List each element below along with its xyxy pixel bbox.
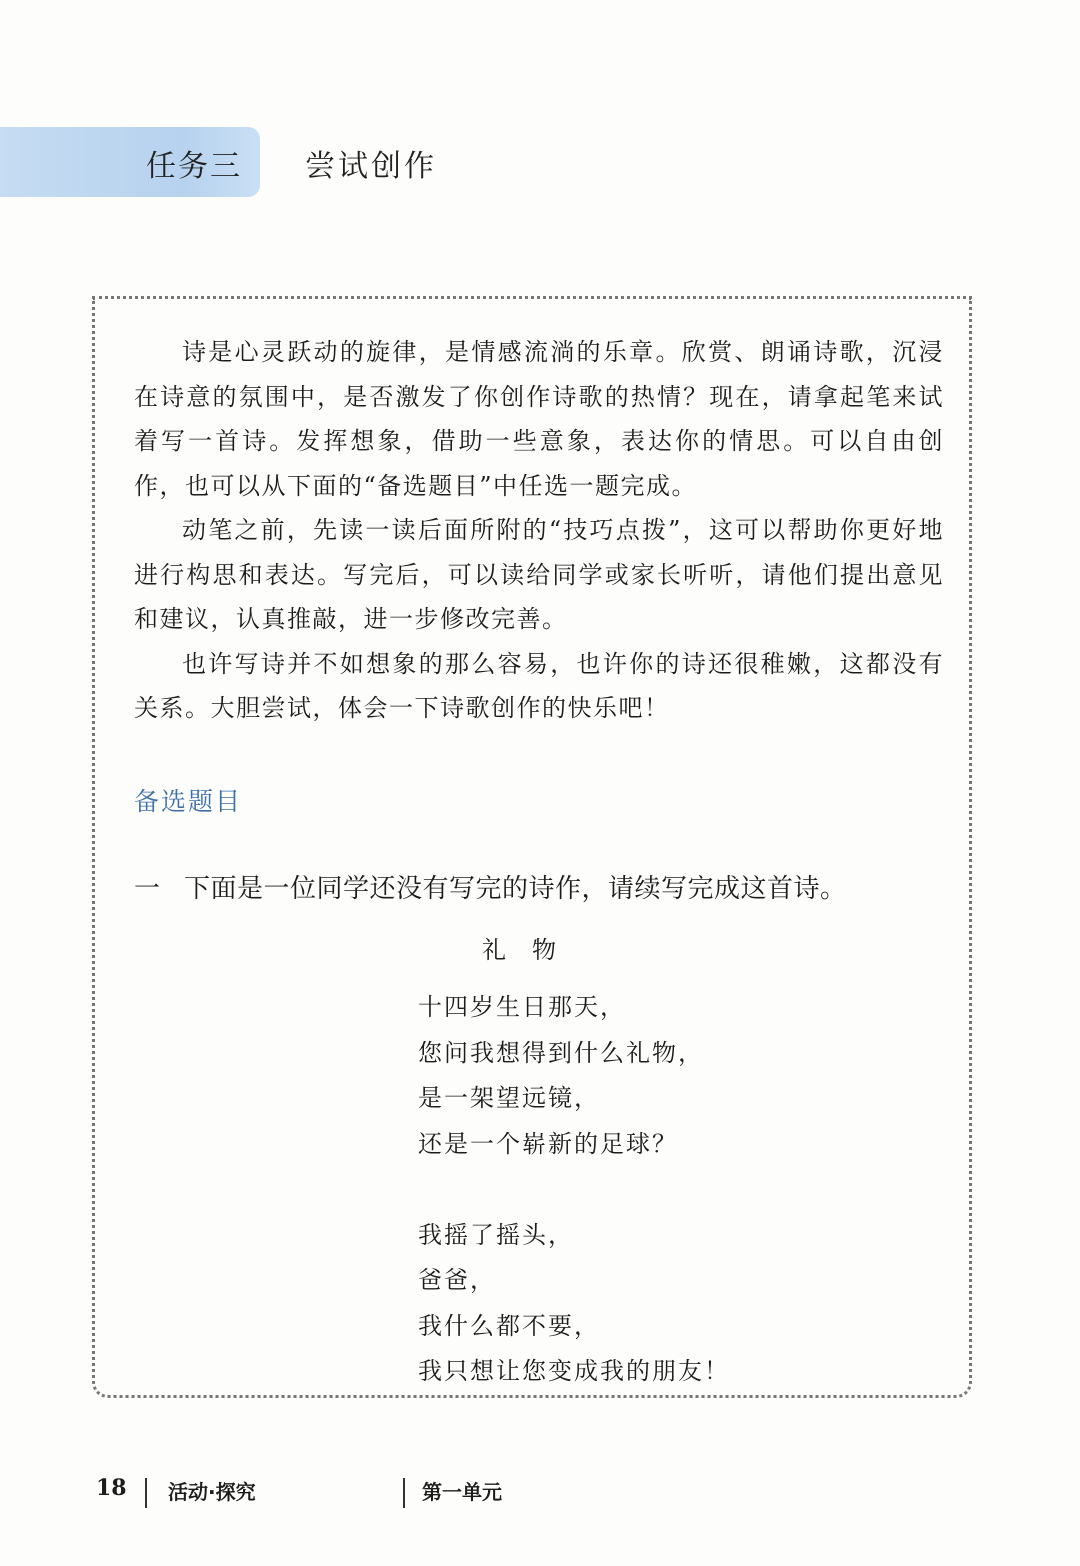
page-number: 18: [96, 1475, 127, 1501]
poem-line: 我什么都不要，: [418, 1311, 600, 1340]
poem-line: 是一架望远镜，: [418, 1084, 600, 1112]
poem-line: 十四岁生日那天，: [418, 993, 626, 1021]
footer-divider: [145, 1478, 147, 1508]
task-title: 尝试创作: [305, 149, 437, 184]
poem-line: 爸爸，: [418, 1266, 496, 1294]
poem-line: 我只想让您变成我的朋友！: [418, 1357, 730, 1385]
poem-line: 您问我想得到什么礼物，: [418, 1038, 704, 1067]
poem-title: 礼物: [482, 936, 582, 964]
section-heading: 备选题目: [134, 787, 243, 816]
poem-line: 我摇了摇头，: [418, 1220, 574, 1249]
footer-unit: 第一单元: [422, 1480, 502, 1504]
intro-paragraph-1: 诗是心灵跃动的旋律，是情感流淌的乐章。欣赏、朗诵诗歌，沉浸在诗意的氛围中，是否激发了你创作诗歌的热情？现在，请拿起笔来试着写一首诗。发挥想象，借助一些意象，表达你的情思。可以自由创作，也可以从下面的“备选题目”中任选一题完成。: [134, 338, 944, 500]
question: [134, 868, 847, 905]
task-label: 任务三: [146, 149, 242, 184]
intro-text: [134, 330, 944, 731]
intro-paragraph-3: 也许写诗并不如想象的那么容易，也许你的诗还很稚嫩，这都没有关系。大胆尝试，体会一下诗歌创作的快乐吧！: [134, 649, 944, 722]
question-text: 下面是一位同学还没有写完的诗作，请续写完成这首诗。: [184, 874, 847, 904]
footer-divider: [403, 1478, 405, 1508]
poem-body: [418, 985, 730, 1395]
poem-line: 还是一个崭新的足球？: [418, 1129, 678, 1158]
footer-series: 活动·探究: [168, 1480, 256, 1504]
intro-paragraph-2: 动笔之前，先读一读后面所附的“技巧点拨”，这可以帮助你更好地进行构思和表达。写完后，可以读给同学或家长听听，请他们提出意见和建议，认真推敲，进一步修改完善。: [134, 516, 944, 633]
stanza-gap: [418, 1167, 730, 1213]
question-number: 一: [134, 874, 161, 904]
